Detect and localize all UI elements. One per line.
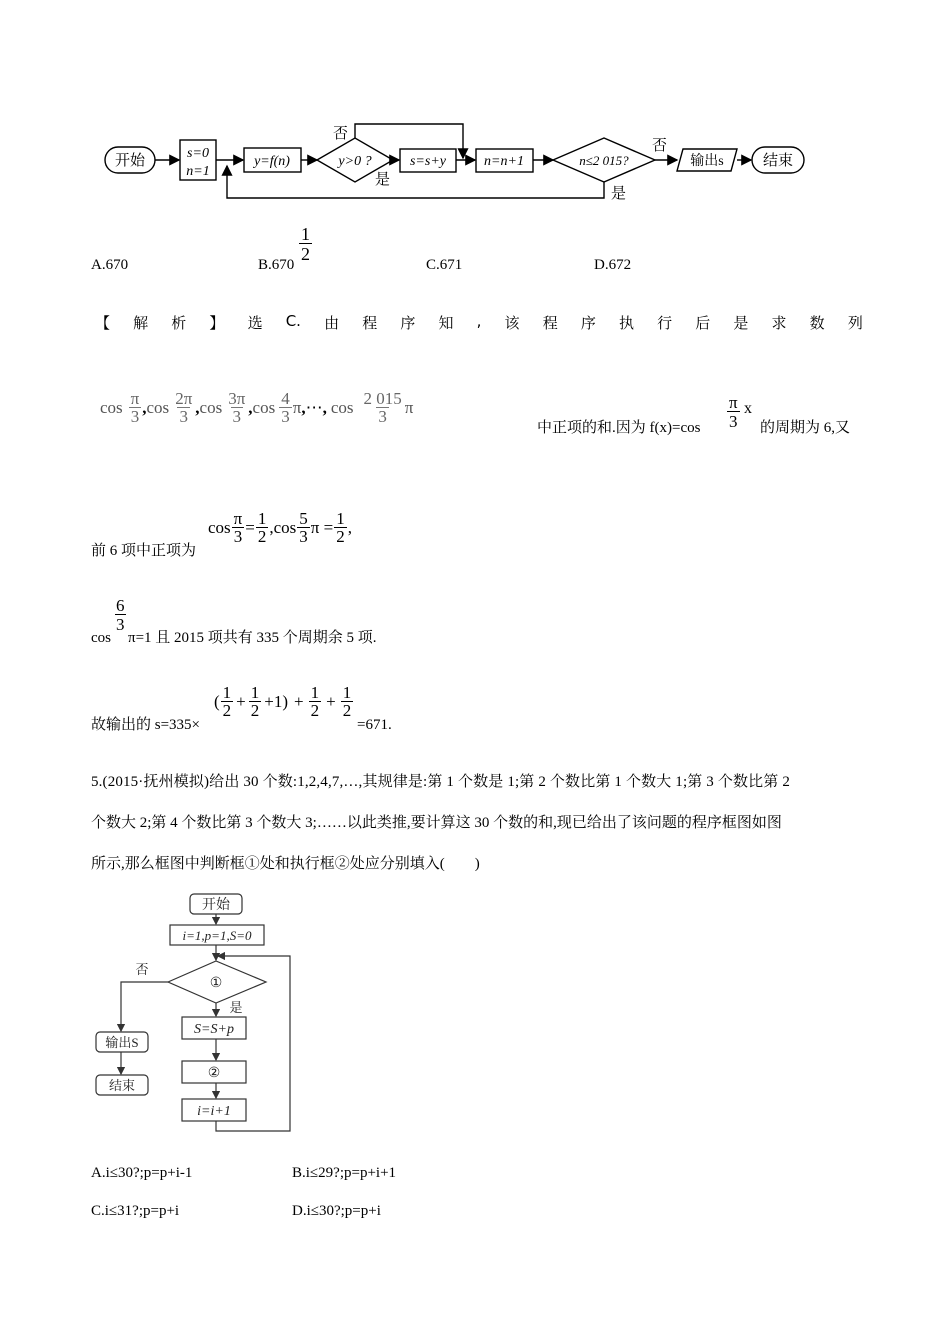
series-term-5: $\frac{2 015}{3}$ <box>363 389 402 426</box>
fc1-yes1-label: 是 <box>375 172 391 188</box>
analysis-char: 求 <box>771 314 787 332</box>
analysis-char: 是 <box>733 314 749 332</box>
cos-label: cos <box>252 397 276 417</box>
analysis-char: 程 <box>362 314 378 332</box>
fc2-end-label: 结束 <box>108 1078 136 1093</box>
q4-line2-end: 的周期为 6,又 <box>760 420 851 436</box>
frac-1-2: $\frac{1}{2}$ <box>257 509 267 546</box>
fc2-yes-label: 是 <box>229 1000 243 1015</box>
fc2-inc-label: i=i+1 <box>197 1104 231 1119</box>
plus-one-close: +1) <box>264 691 289 711</box>
equals: = <box>245 517 255 537</box>
flowchart-1 <box>95 118 815 210</box>
comma: , <box>322 397 327 417</box>
comma: , <box>142 397 147 417</box>
analysis-char: 行 <box>657 314 673 332</box>
q5-line1: 5.(2015·抚州模拟)给出 30 个数:1,2,4,7,…,其规律是:第 1 个数是 1;第 2 个数比第 1 个数大 1;第 3 个数比第 2 <box>91 774 791 790</box>
q4-line2-mid: 中正项的和.因为 f(x)=cos <box>537 420 701 436</box>
q5-option-b: B.i≤29?;p=p+i+1 <box>292 1165 397 1181</box>
fc2-output-label: 输出S <box>105 1035 139 1050</box>
plus: + <box>294 691 304 711</box>
q4-line3-expression <box>208 510 352 545</box>
pi-equals: π = <box>310 517 334 537</box>
analysis-char: 选 <box>247 314 263 332</box>
frac-half: $\frac{1}{2}$ <box>342 683 352 720</box>
plus: + <box>236 691 246 711</box>
fc1-end-label: 结束 <box>762 153 794 169</box>
q5-option-a: A.i≤30?;p=p+i-1 <box>91 1165 193 1181</box>
q4-line5-prefix: 故输出的 s=335× <box>91 717 201 733</box>
q4-line5-expression <box>214 684 354 719</box>
cos-label: cos <box>330 397 354 417</box>
analysis-char: , <box>476 312 482 330</box>
q4-option-c: C.671 <box>426 257 463 273</box>
frac-1-2: $\frac{1}{2}$ <box>336 509 345 546</box>
q4-line2-fraction <box>727 394 740 430</box>
fc2-step2-label: ② <box>207 1066 221 1081</box>
q4-series-expression <box>100 390 413 425</box>
series-term-4: $\frac{4}{3}$ <box>281 389 290 426</box>
cos-label: cos <box>146 397 170 417</box>
analysis-char: 序 <box>400 314 416 332</box>
frac-den: 3 <box>116 615 125 634</box>
analysis-char: 程 <box>542 314 558 332</box>
fc1-yes2-label: 是 <box>611 186 627 202</box>
analysis-char: 【 <box>95 314 111 332</box>
fc2-init-label: i=1,p=1,S=0 <box>182 928 252 943</box>
q5-line3: 所示,那么框图中判断框①处和执行框②处应分别填入( ) <box>91 856 480 872</box>
q4-option-b-prefix: B.670 <box>258 257 295 273</box>
cos-label: cos <box>199 397 223 417</box>
q4-option-d: D.672 <box>594 257 632 273</box>
flowchart-2 <box>90 888 305 1136</box>
ellipsis: ⋯ <box>305 397 323 417</box>
fc1-init-s: s=0 <box>187 146 209 161</box>
fc1-output-label: 输出s <box>690 154 724 169</box>
fc1-assign-y-label: y=f(n) <box>254 154 290 169</box>
fc1-no1-label: 否 <box>333 126 349 142</box>
q4-line5-end: =671. <box>357 717 392 733</box>
frac-num: π <box>729 393 738 412</box>
q4-line4-rest: π=1 且 2015 项共有 335 个周期余 5 项. <box>128 630 377 646</box>
analysis-char: 序 <box>580 314 596 332</box>
fc1-init-n: n=1 <box>186 164 210 179</box>
q4-option-b-num: 1 <box>301 224 310 244</box>
fc1-cond-n-label: n≤2 015? <box>579 153 629 168</box>
comma: , <box>301 397 306 417</box>
frac-half: $\frac{1}{2}$ <box>222 683 232 720</box>
fc1-cond-y-label: y>0 ? <box>338 154 372 169</box>
q4-option-b <box>258 257 294 274</box>
q4-line4-fraction <box>115 597 126 633</box>
q4-option-a: A.670 <box>91 257 129 273</box>
q4-option-b-fraction <box>299 225 312 263</box>
fc2-sum-label: S=S+p <box>194 1022 234 1037</box>
analysis-char: 由 <box>324 314 340 332</box>
q4-line4-cos: cos <box>91 630 111 646</box>
series-term-2: $\frac{2\pi}{3}$ <box>175 389 193 426</box>
analysis-char: C. <box>285 312 301 330</box>
analysis-char: 执 <box>618 314 634 332</box>
q4-analysis-heading <box>95 312 863 333</box>
frac-pi-3: $\frac{\pi}{3}$ <box>233 509 243 546</box>
cos-label: cos <box>208 517 231 537</box>
fc1-assign-s-label: s=s+y <box>409 154 447 169</box>
comma: , <box>347 517 352 537</box>
series-term-1: $\frac{\pi}{3}$ <box>130 389 140 426</box>
cos-label: ,cos <box>269 517 297 537</box>
q5-line2: 个数大 2;第 4 个数比第 3 个数大 3;……以此类推,要计算这 30 个数的和,现已给出了该问题的程序框图如图 <box>91 815 782 831</box>
frac-5-3: $\frac{5}{3}$ <box>299 509 308 546</box>
paren-open: ( <box>214 691 220 711</box>
analysis-char: 】 <box>209 314 225 332</box>
plus: + <box>326 691 336 711</box>
analysis-char: 该 <box>504 314 520 332</box>
q5-option-c: C.i≤31?;p=p+i <box>91 1203 180 1219</box>
q4-line2-x: x <box>744 400 752 417</box>
fc1-assign-n-label: n=n+1 <box>484 154 524 169</box>
pi: π <box>404 397 414 417</box>
analysis-char: 析 <box>171 314 187 332</box>
frac-half: $\frac{1}{2}$ <box>250 683 260 720</box>
comma: , <box>248 397 253 417</box>
fc2-cond-label: ① <box>209 976 223 991</box>
frac-den: 3 <box>727 411 740 430</box>
analysis-char: 知 <box>438 314 454 332</box>
analysis-char: 后 <box>695 314 711 332</box>
fc1-no2-label: 否 <box>652 138 668 154</box>
comma: , <box>195 397 200 417</box>
analysis-char: 解 <box>133 314 149 332</box>
fc2-start-label: 开始 <box>202 898 230 913</box>
pi: π <box>292 397 302 417</box>
frac-num: 6 <box>116 596 125 615</box>
fc1-start-label: 开始 <box>114 153 146 169</box>
series-term-3: $\frac{3\pi}{3}$ <box>228 389 246 426</box>
q5-option-d: D.i≤30?;p=p+i <box>292 1203 381 1219</box>
fc2-no-label: 否 <box>135 962 149 977</box>
cos-label: cos <box>100 397 123 417</box>
analysis-char: 数 <box>809 314 825 332</box>
frac-half: $\frac{1}{2}$ <box>310 683 320 720</box>
q4-option-b-den: 2 <box>301 244 310 264</box>
q4-line3-prefix: 前 6 项中正项为 <box>91 543 197 559</box>
analysis-char: 列 <box>847 314 863 332</box>
